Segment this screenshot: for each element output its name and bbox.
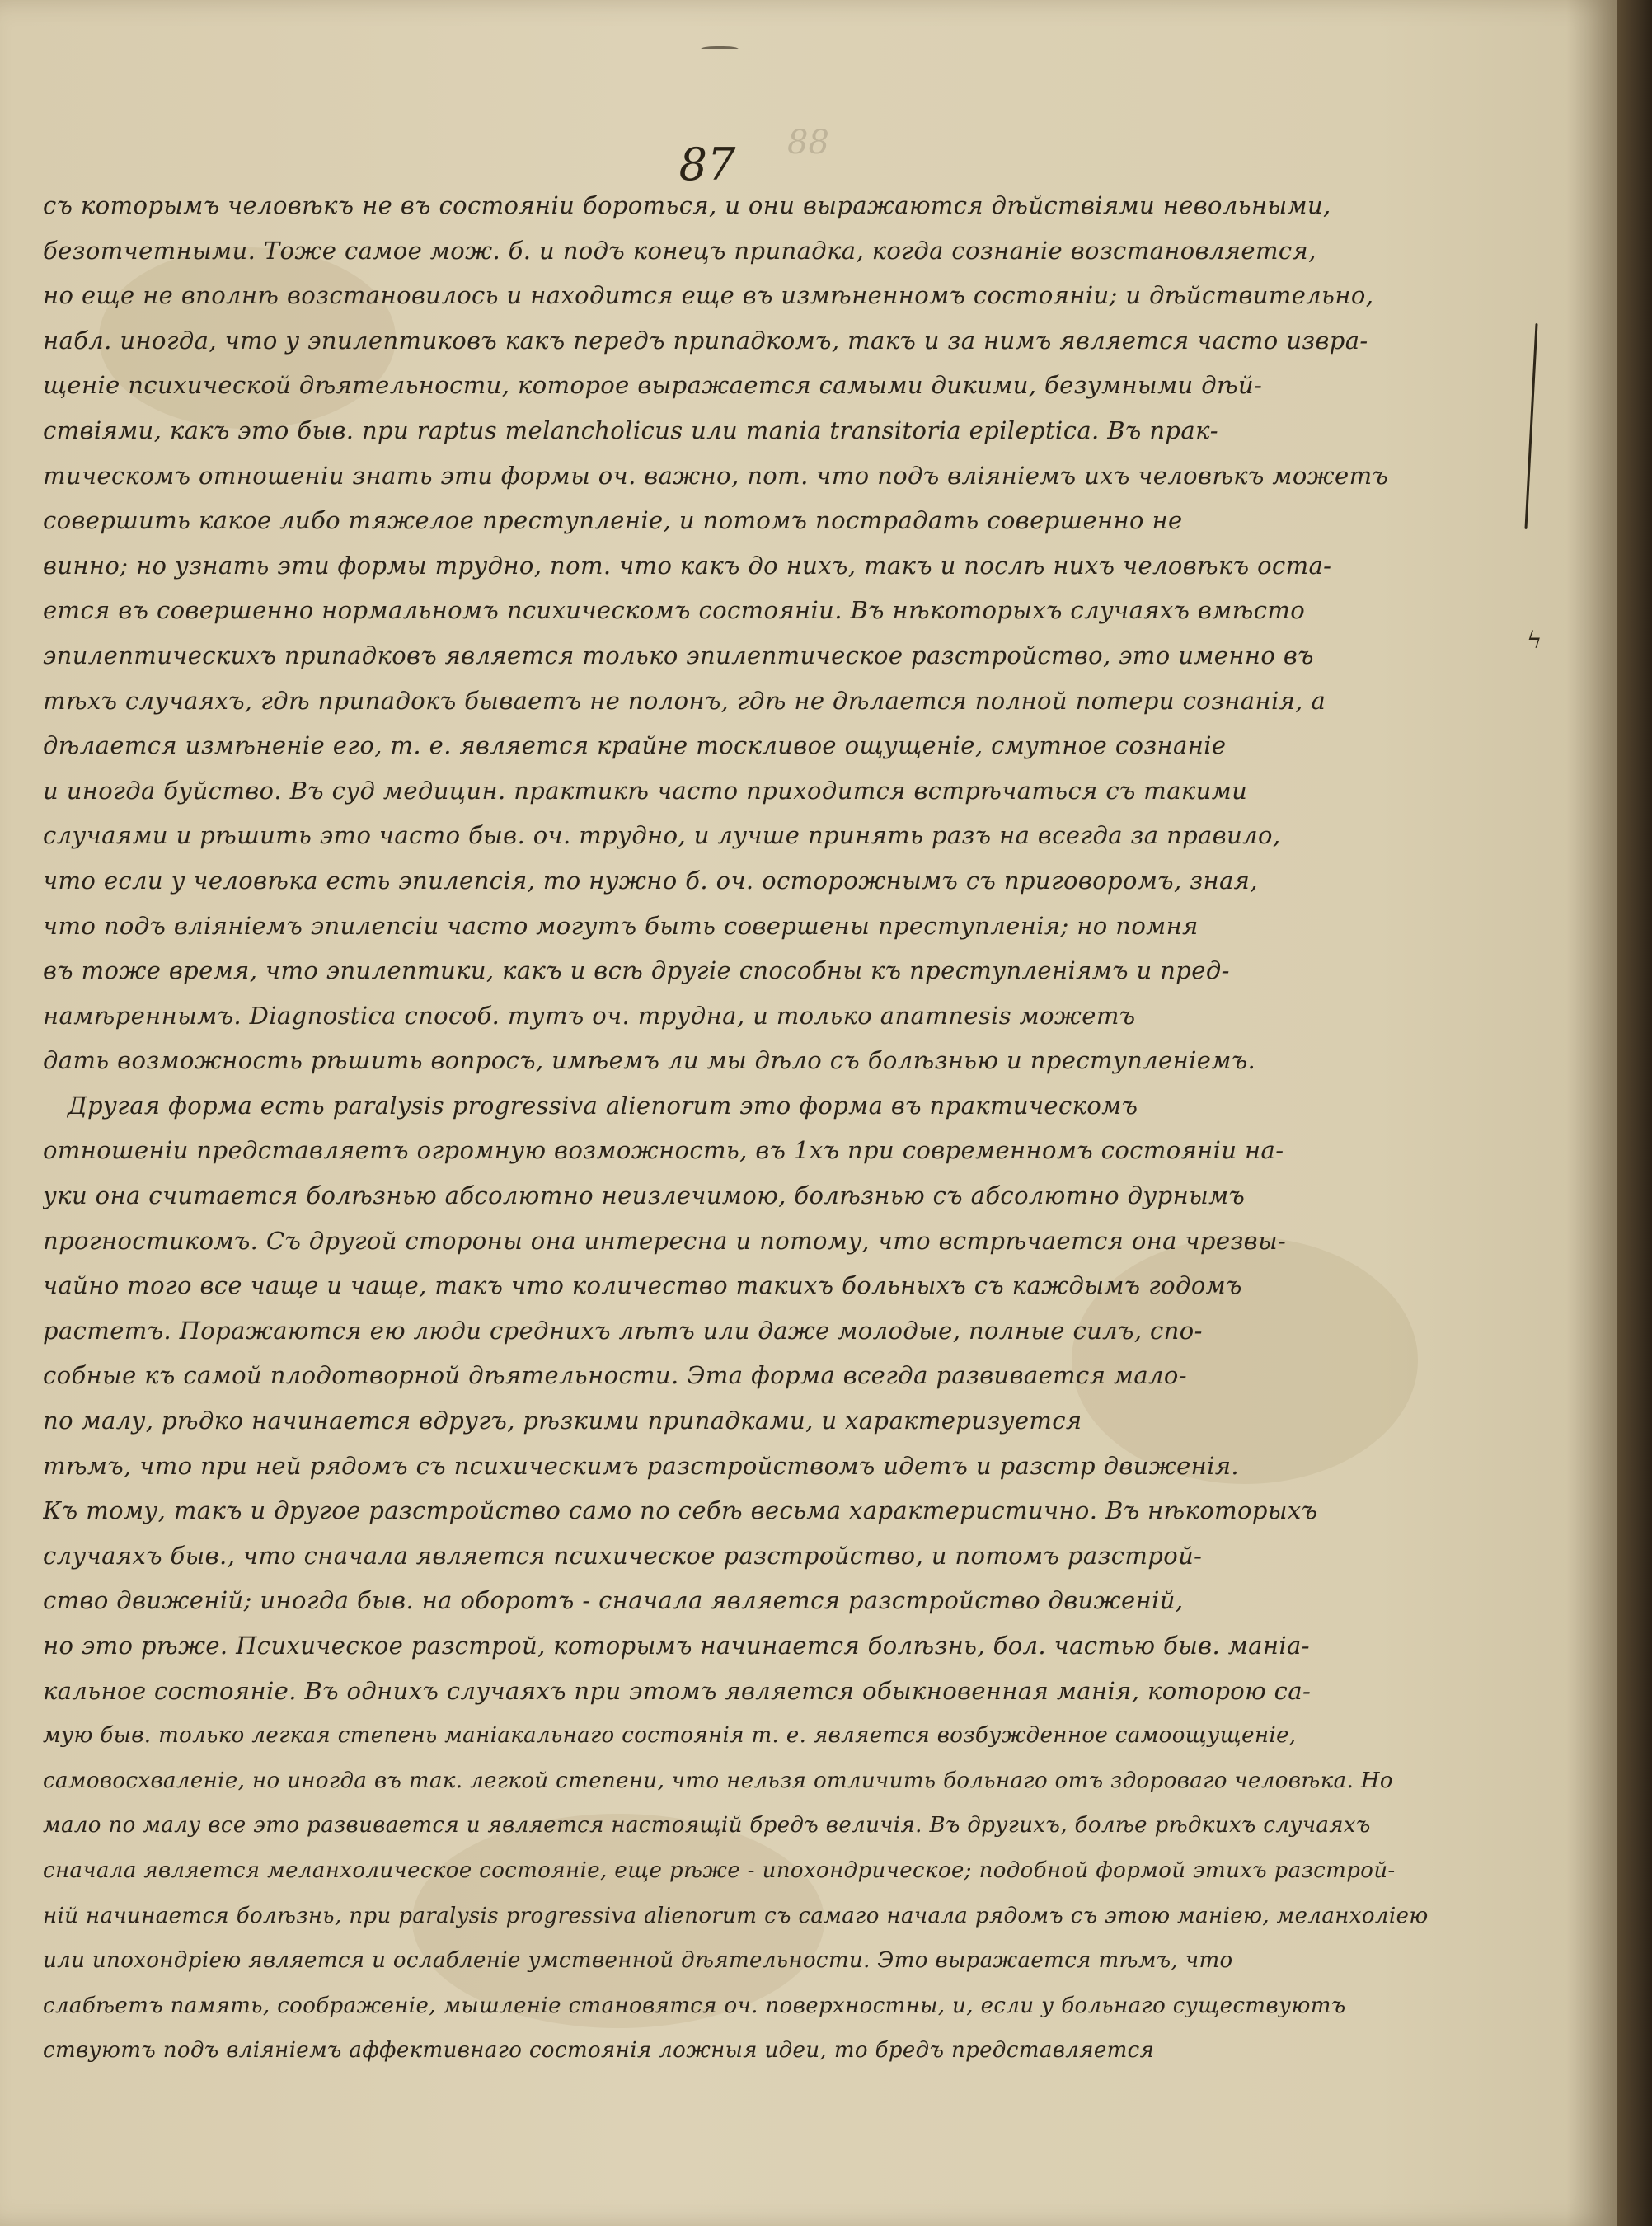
text-line: совершить какое либо тяжелое преступленіе, и потомъ пострадать совершенно не — [43, 506, 1183, 535]
text-line: Къ тому, такъ и другое разстройство само по себѣ весьма характеристично. Въ нѣкоторыхъ — [43, 1496, 1318, 1525]
text-line: дать возможность рѣшить вопросъ, имѣемъ ли мы дѣло съ болѣзнью и преступленіемъ. — [43, 1046, 1256, 1075]
book-edge — [1617, 0, 1652, 2226]
text-line: съ которымъ человѣкъ не въ состояніи бороться, и они выражаются дѣйствіями невольными, — [43, 191, 1331, 219]
text-line: случаями и рѣшить это часто быв. оч. трудно, и лучше принять разъ на всегда за правило, — [43, 821, 1281, 850]
text-line: мую быв. только легкая степень маніакальнаго состоянія т. е. является возбужденное самоощущеніе, — [43, 1723, 1297, 1749]
text-line: сначала является меланхолическое состояніе, еще рѣже - ипохондрическое; подобной формой этихъ разстрой- — [43, 1857, 1396, 1883]
spine-shadow — [1566, 0, 1617, 2226]
text-line: растетъ. Поражаются ею люди среднихъ лѣтъ или даже молодые, полные силъ, спо- — [43, 1316, 1203, 1345]
text-line: но еще не вполнѣ возстановилось и находится еще въ измѣненномъ состояніи; и дѣйствительно, — [43, 281, 1374, 310]
text-line: или ипохондріею является и ослабленіе умственной дѣятельности. Это выражается тѣмъ, что — [43, 1948, 1233, 1974]
text-line: что подъ вліяніемъ эпилепсіи часто могутъ быть совершены преступленія; но помня — [43, 911, 1199, 940]
text-line: тѣхъ случаяхъ, гдѣ припадокъ бываетъ не полонъ, гдѣ не дѣлается полной потери сознанія, а — [43, 686, 1326, 715]
text-line: мало по малу все это развивается и является настоящій бредъ величія. Въ другихъ, болѣе рѣдкихъ случаяхъ — [43, 1813, 1371, 1839]
text-line: и иногда буйство. Въ суд медицин. практикѣ часто приходится встрѣчаться съ такими — [43, 776, 1248, 805]
text-line: дѣлается измѣненіе его, т. е. является крайне тоскливое ощущеніе, смутное сознаніе — [43, 731, 1227, 760]
faint-page-number: 88 — [787, 124, 829, 162]
text-line: по малу, рѣдко начинается вдругъ, рѣзкими припадками, и характеризуется — [43, 1407, 1082, 1435]
text-line: чайно того все чаще и чаще, такъ что количество такихъ больныхъ съ каждымъ годомъ — [43, 1271, 1242, 1300]
text-line: эпилептическихъ припадковъ является только эпилептическое разстройство, это именно въ — [43, 641, 1314, 669]
text-line: кальное состояніе. Въ однихъ случаяхъ при этомъ является обыкновенная манія, которою са- — [43, 1676, 1312, 1705]
text-line: собные къ самой плодотворной дѣятельности. Эта форма всегда развивается мало- — [43, 1361, 1187, 1390]
handwritten-text-block — [43, 183, 1518, 2073]
text-line: въ тоже время, что эпилептики, какъ и всѣ другіе способны къ преступленіямъ и пред- — [43, 956, 1230, 985]
text-line: тѣмъ, что при ней рядомъ съ психическимъ разстройствомъ идетъ и разстр движенія. — [43, 1451, 1240, 1480]
text-line: ство движеній; иногда быв. на оборотъ - сначала является разстройство движеній, — [43, 1586, 1184, 1615]
text-line: ній начинается болѣзнь, при paralysis progressiva alienorum съ самаго начала рядомъ съ этою маніею, меланхоліею — [43, 1903, 1429, 1928]
text-line: но это рѣже. Психическое разстрой, которымъ начинается болѣзнь, бол. частью быв. маніа- — [43, 1632, 1310, 1660]
margin-tick-mark: ϟ — [1527, 627, 1542, 654]
margin-bracket-mark — [1524, 323, 1537, 529]
text-line: что если у человѣка есть эпилепсія, то нужно б. оч. осторожнымъ съ приговоромъ, зная, — [43, 866, 1258, 895]
text-line: ется въ совершенно нормальномъ психическомъ состояніи. Въ нѣкоторыхъ случаяхъ вмѣсто — [43, 596, 1306, 625]
text-line: щеніе психической дѣятельности, которое выражается самыми дикими, безумными дѣй- — [43, 371, 1263, 400]
text-line: прогностикомъ. Съ другой стороны она интересна и потому, что встрѣчается она чрезвы- — [43, 1226, 1287, 1255]
text-line: безотчетными. Тоже самое мож. б. и подъ конецъ припадка, когда сознаніе возстановляется, — [43, 236, 1316, 265]
text-line: случаяхъ быв., что сначала является психическое разстройство, и потомъ разстрой- — [43, 1541, 1203, 1570]
text-line: винно; но узнать эти формы трудно, пот. что какъ до нихъ, такъ и послѣ нихъ человѣкъ оста- — [43, 551, 1332, 580]
text-line: намѣреннымъ. Diagnostica способ. тутъ оч. трудна, и только anamnesis можетъ — [43, 1001, 1136, 1030]
text-line: ствуютъ подъ вліяніемъ аффективнаго состоянія ложныя идеи, то бредъ представляется — [43, 2038, 1155, 2064]
text-line: самовосхваленіе, но иногда въ так. легкой степени, что нельзя отличить больнаго отъ здороваго человѣка. Но — [43, 1768, 1393, 1793]
text-line: ствіями, какъ это быв. при raptus melancholicus или mania transitoria epileptica. Въ прак- — [43, 416, 1219, 444]
top-ink-mark — [701, 46, 739, 54]
page-number: 87 — [678, 139, 736, 190]
text-line: Другая форма есть paralysis progressiva alienorum это форма въ практическомъ — [68, 1091, 1138, 1120]
text-line: отношеніи представляетъ огромную возможность, въ 1хъ при современномъ состояніи на- — [43, 1136, 1284, 1165]
text-line: тическомъ отношеніи знать эти формы оч. важно, пот. что подъ вліяніемъ ихъ человѣкъ можетъ — [43, 461, 1389, 490]
text-line: набл. иногда, что у эпилептиковъ какъ передъ припадкомъ, такъ и за нимъ является часто извра- — [43, 326, 1368, 355]
text-line: слабѣетъ память, соображеніе, мышленіе становятся оч. поверхностны, и, если у больнаго существуютъ — [43, 1993, 1346, 2018]
text-line: уки она считается болѣзнью абсолютно неизлечимою, болѣзнью съ абсолютно дурнымъ — [43, 1181, 1246, 1210]
